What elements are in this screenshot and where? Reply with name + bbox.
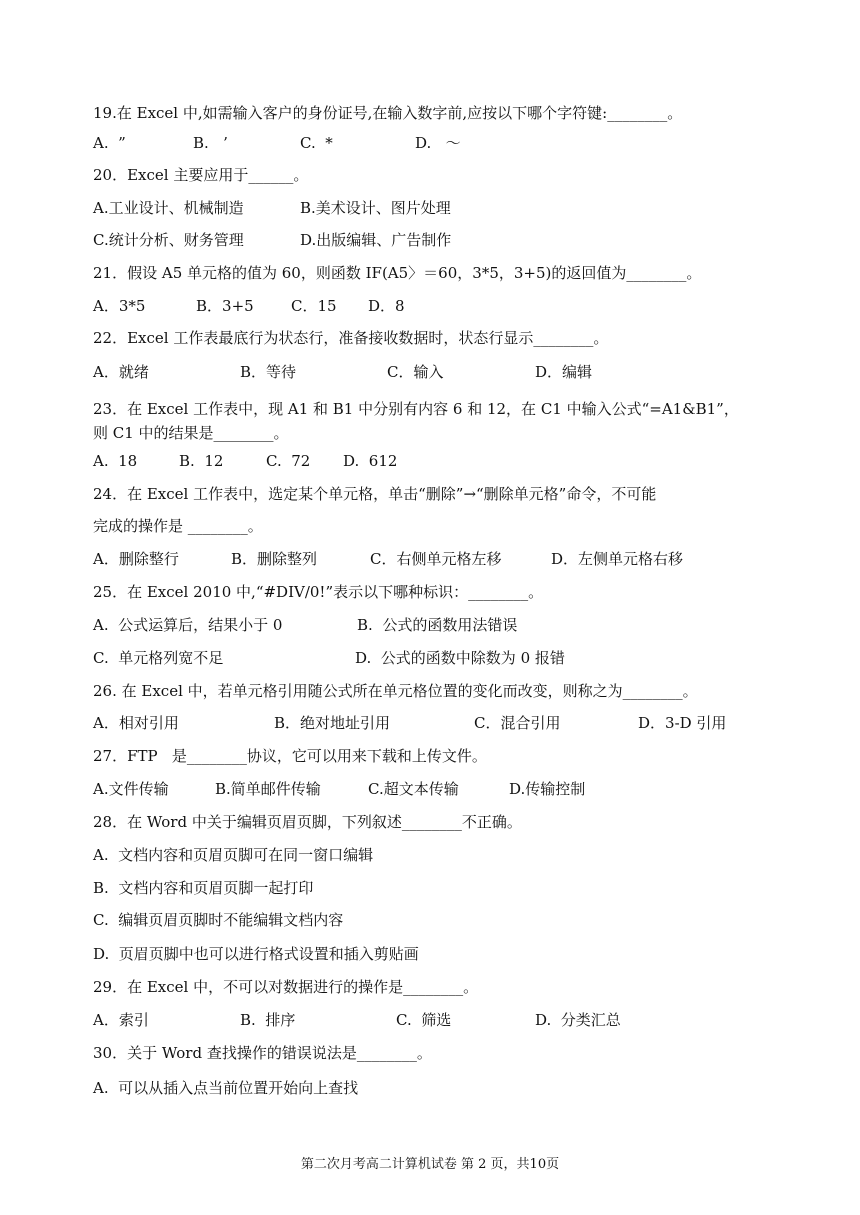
q27-option-c: C.超文本传输: [368, 780, 459, 798]
q19-option-c: C. *: [300, 134, 333, 152]
q27-option-d: D.传输控制: [509, 780, 586, 798]
q22-option-a: A．就绪: [93, 363, 149, 381]
question-21: 21．假设 A5 单元格的值为 60，则函数 IF(A5〉＝60，3*5，3+5)的返回值为________。: [93, 264, 702, 282]
question-24-line2: 完成的操作是 ________。: [93, 517, 263, 535]
q24-option-b: B．删除整列: [231, 550, 318, 568]
q19-option-d: D. ～: [415, 134, 461, 152]
question-20: 20．Excel 主要应用于______。: [93, 166, 309, 184]
question-24: 24．在 Excel 工作表中，选定某个单元格，单击“删除”→“删除单元格”命令，不可能: [93, 485, 657, 503]
question-19: 19.在 Excel 中,如需输入客户的身份证号,在输入数字前,应按以下哪个字符键:________。: [93, 104, 683, 122]
question-23-line2: 则 C1 中的结果是________。: [93, 424, 289, 442]
q24-option-d: D．左侧单元格右移: [551, 550, 684, 568]
q28-option-b: B. 文档内容和页眉页脚一起打印: [93, 879, 314, 897]
q27-option-b: B.简单邮件传输: [215, 780, 321, 798]
question-27: 27．FTP 是________协议，它可以用来下载和上传文件。: [93, 747, 487, 765]
q24-option-c: C．右侧单元格左移: [370, 550, 502, 568]
q20-option-d: D.出版编辑、广告制作: [300, 231, 452, 249]
q19-option-b: B. ’: [193, 134, 228, 152]
q20-option-a: A.工业设计、机械制造: [93, 199, 244, 217]
q21-option-c: C．15: [291, 297, 337, 315]
q28-option-d: D. 页眉页脚中也可以进行格式设置和插入剪贴画: [93, 945, 419, 963]
question-22: 22．Excel 工作表最底行为状态行，准备接收数据时，状态行显示________。: [93, 329, 609, 347]
q22-option-b: B．等待: [240, 363, 297, 381]
q26-option-c: C．混合引用: [474, 714, 561, 732]
q23-option-b: B. 12: [179, 452, 224, 470]
q30-option-a: A. 可以从插入点当前位置开始向上查找: [93, 1079, 359, 1097]
q29-option-a: A．索引: [93, 1011, 149, 1029]
q23-option-c: C. 72: [266, 452, 311, 470]
q21-option-a: A．3*5: [93, 297, 146, 315]
q22-option-c: C．输入: [387, 363, 444, 381]
q19-option-a: A. ”: [93, 134, 126, 152]
q26-option-a: A．相对引用: [93, 714, 179, 732]
q21-option-b: B．3+5: [196, 297, 254, 315]
q25-option-b: B. 公式的函数用法错误: [357, 616, 518, 634]
q27-option-a: A.文件传输: [93, 780, 169, 798]
q29-option-d: D. 分类汇总: [535, 1011, 621, 1029]
q29-option-b: B. 排序: [240, 1011, 296, 1029]
q26-option-d: D．3-D 引用: [638, 714, 727, 732]
q25-option-c: C. 单元格列宽不足: [93, 649, 224, 667]
q23-option-d: D. 612: [343, 452, 398, 470]
q29-option-c: C. 筛选: [396, 1011, 452, 1029]
question-26: 26. 在 Excel 中，若单元格引用随公式所在单元格位置的变化而改变，则称之为________。: [93, 682, 698, 700]
question-23: 23．在 Excel 工作表中，现 A1 和 B1 中分别有内容 6 和 12，在 C1 中输入公式“=A1&B1”，: [93, 400, 739, 418]
q25-option-a: A. 公式运算后，结果小于 0: [93, 616, 283, 634]
page-footer: 第二次月考高二计算机试卷 第 2 页，共10页: [300, 1157, 560, 1172]
q21-option-d: D．8: [368, 297, 405, 315]
question-25: 25．在 Excel 2010 中,“#DIV/0!”表示以下哪种标识：________。: [93, 583, 544, 601]
q26-option-b: B．绝对地址引用: [274, 714, 391, 732]
question-30: 30．关于 Word 查找操作的错误说法是________。: [93, 1044, 432, 1062]
q22-option-d: D．编辑: [535, 363, 593, 381]
q23-option-a: A. 18: [93, 452, 138, 470]
q25-option-d: D. 公式的函数中除数为 0 报错: [355, 649, 565, 667]
q24-option-a: A．删除整行: [93, 550, 179, 568]
q20-option-c: C.统计分析、财务管理: [93, 231, 244, 249]
q20-option-b: B.美术设计、图片处理: [300, 199, 451, 217]
question-28: 28．在 Word 中关于编辑页眉页脚，下列叙述________不正确。: [93, 813, 522, 831]
q28-option-c: C. 编辑页眉页脚时不能编辑文档内容: [93, 911, 344, 929]
q28-option-a: A. 文档内容和页眉页脚可在同一窗口编辑: [93, 846, 374, 864]
question-29: 29．在 Excel 中，不可以对数据进行的操作是________。: [93, 978, 479, 996]
